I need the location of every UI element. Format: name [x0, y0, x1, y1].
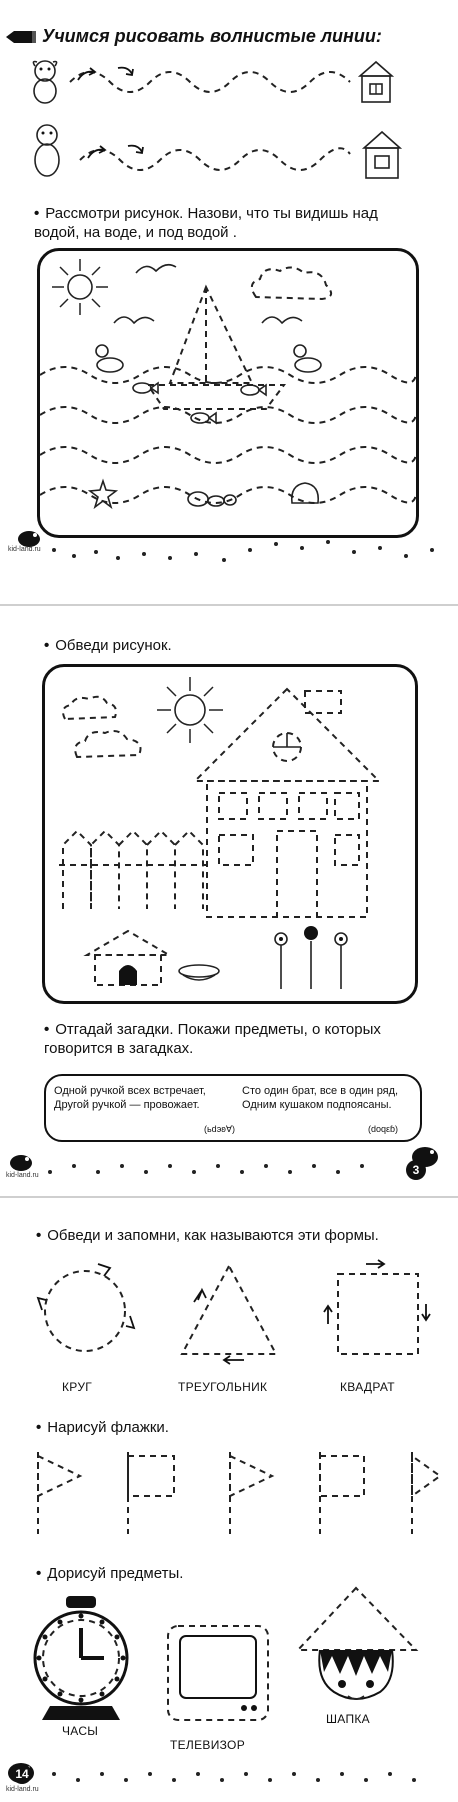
- page-number: 3: [406, 1160, 426, 1180]
- bird-mascot-icon: [8, 1150, 34, 1172]
- footprints-decoration: [40, 1152, 400, 1182]
- task-look-at-picture: • Рассмотри рисунок. Назови, что ты видишь над водой, на воде, и под водой .: [34, 205, 378, 241]
- flags-row: [30, 1448, 450, 1538]
- cloud-icon: [71, 727, 145, 761]
- task-finish-drawing: • Дорисуй предметы.: [36, 1565, 184, 1582]
- puppy-icon: [30, 122, 64, 182]
- house-icon: [356, 60, 396, 104]
- wavy-line-2: [80, 140, 350, 180]
- water-scene-frame: [37, 248, 419, 538]
- riddle-2-line-2: Одним кушаком подпоясаны.: [242, 1099, 392, 1111]
- riddle-2-answer: (doqεɓ): [368, 1124, 399, 1134]
- task-riddles: • Отгадай загадки. Покажи предметы, о которых говорится в загадках.: [44, 1021, 381, 1057]
- riddle-1-line-2: Другой ручкой — провожает.: [54, 1099, 200, 1111]
- riddle-1-answer: (ьdэʚ∀): [204, 1124, 236, 1134]
- riddle-1: [54, 1084, 206, 1112]
- shell-icon: [290, 481, 320, 505]
- flag-1: [38, 1452, 80, 1534]
- riddle-2-line-1: Сто один брат, все в один ряд,: [242, 1085, 399, 1097]
- shape-label-triangle: ТРЕУГОЛЬНИК: [178, 1380, 268, 1394]
- flag-5: [412, 1452, 440, 1534]
- watermark: kid-land.ru: [8, 546, 41, 553]
- square-shape: [318, 1256, 438, 1366]
- page-separator: [0, 604, 458, 606]
- flag-4: [320, 1452, 364, 1534]
- wavy-line-1: [70, 62, 350, 102]
- hat-face-drawing: [294, 1584, 424, 1724]
- house-drawing: [187, 681, 387, 921]
- footprints-decoration: [44, 1764, 444, 1794]
- item-label-hat: ШАПКА: [326, 1712, 370, 1726]
- riddle-2: [242, 1084, 398, 1112]
- riddle-1-line-1: Одной ручкой всех встречает,: [54, 1085, 206, 1097]
- fish-icon: [240, 383, 266, 397]
- task-draw-flags: • Нарисуй флажки.: [36, 1419, 169, 1436]
- clock-drawing: [26, 1594, 136, 1724]
- bird-mascot-icon: [16, 526, 42, 548]
- footprints-decoration: [44, 528, 444, 568]
- bullet: •: [44, 1021, 50, 1038]
- sun-icon: [50, 257, 110, 317]
- house-icon: [360, 130, 404, 180]
- bullet: •: [36, 1565, 42, 1582]
- cloud-icon: [59, 693, 119, 723]
- bullet: •: [34, 205, 40, 222]
- tv-drawing: [164, 1622, 274, 1732]
- bullet: •: [36, 1419, 42, 1436]
- item-label-tv: ТЕЛЕВИЗОР: [170, 1738, 245, 1752]
- bullet: •: [36, 1227, 42, 1244]
- fish-icon: [132, 381, 158, 395]
- shape-label-circle: КРУГ: [62, 1380, 93, 1394]
- puppy-icon: [28, 58, 62, 104]
- pencil-icon: [6, 30, 36, 44]
- watermark: kid-land.ru: [6, 1172, 39, 1179]
- page-number: 14: [12, 1764, 32, 1784]
- fish-icon: [190, 411, 216, 425]
- doghouse-icon: [83, 929, 173, 989]
- item-label-clock: ЧАСЫ: [62, 1724, 99, 1738]
- bird-icon: [136, 261, 176, 281]
- shape-label-square: КВАДРАТ: [340, 1380, 395, 1394]
- page-separator: [0, 1196, 458, 1198]
- house-scene-frame: [42, 664, 418, 1004]
- stones-icon: [188, 487, 236, 507]
- bullet: •: [44, 637, 50, 654]
- page-title: Учимся рисовать волнистые линии:: [42, 26, 382, 46]
- watermark: kid-land.ru: [6, 1786, 39, 1793]
- flag-2: [128, 1452, 174, 1534]
- task-trace-picture: • Обведи рисунок.: [44, 637, 172, 654]
- fence-drawing: [59, 825, 209, 915]
- flowers-icon: [265, 923, 355, 993]
- riddles-box: [44, 1074, 422, 1142]
- triangle-shape: [174, 1256, 284, 1366]
- flag-3: [230, 1452, 272, 1534]
- circle-shape: [30, 1256, 140, 1366]
- task-trace-shapes: • Обведи и запомни, как называются эти формы.: [36, 1227, 379, 1244]
- starfish-icon: [90, 481, 116, 507]
- bowl-icon: [177, 963, 221, 983]
